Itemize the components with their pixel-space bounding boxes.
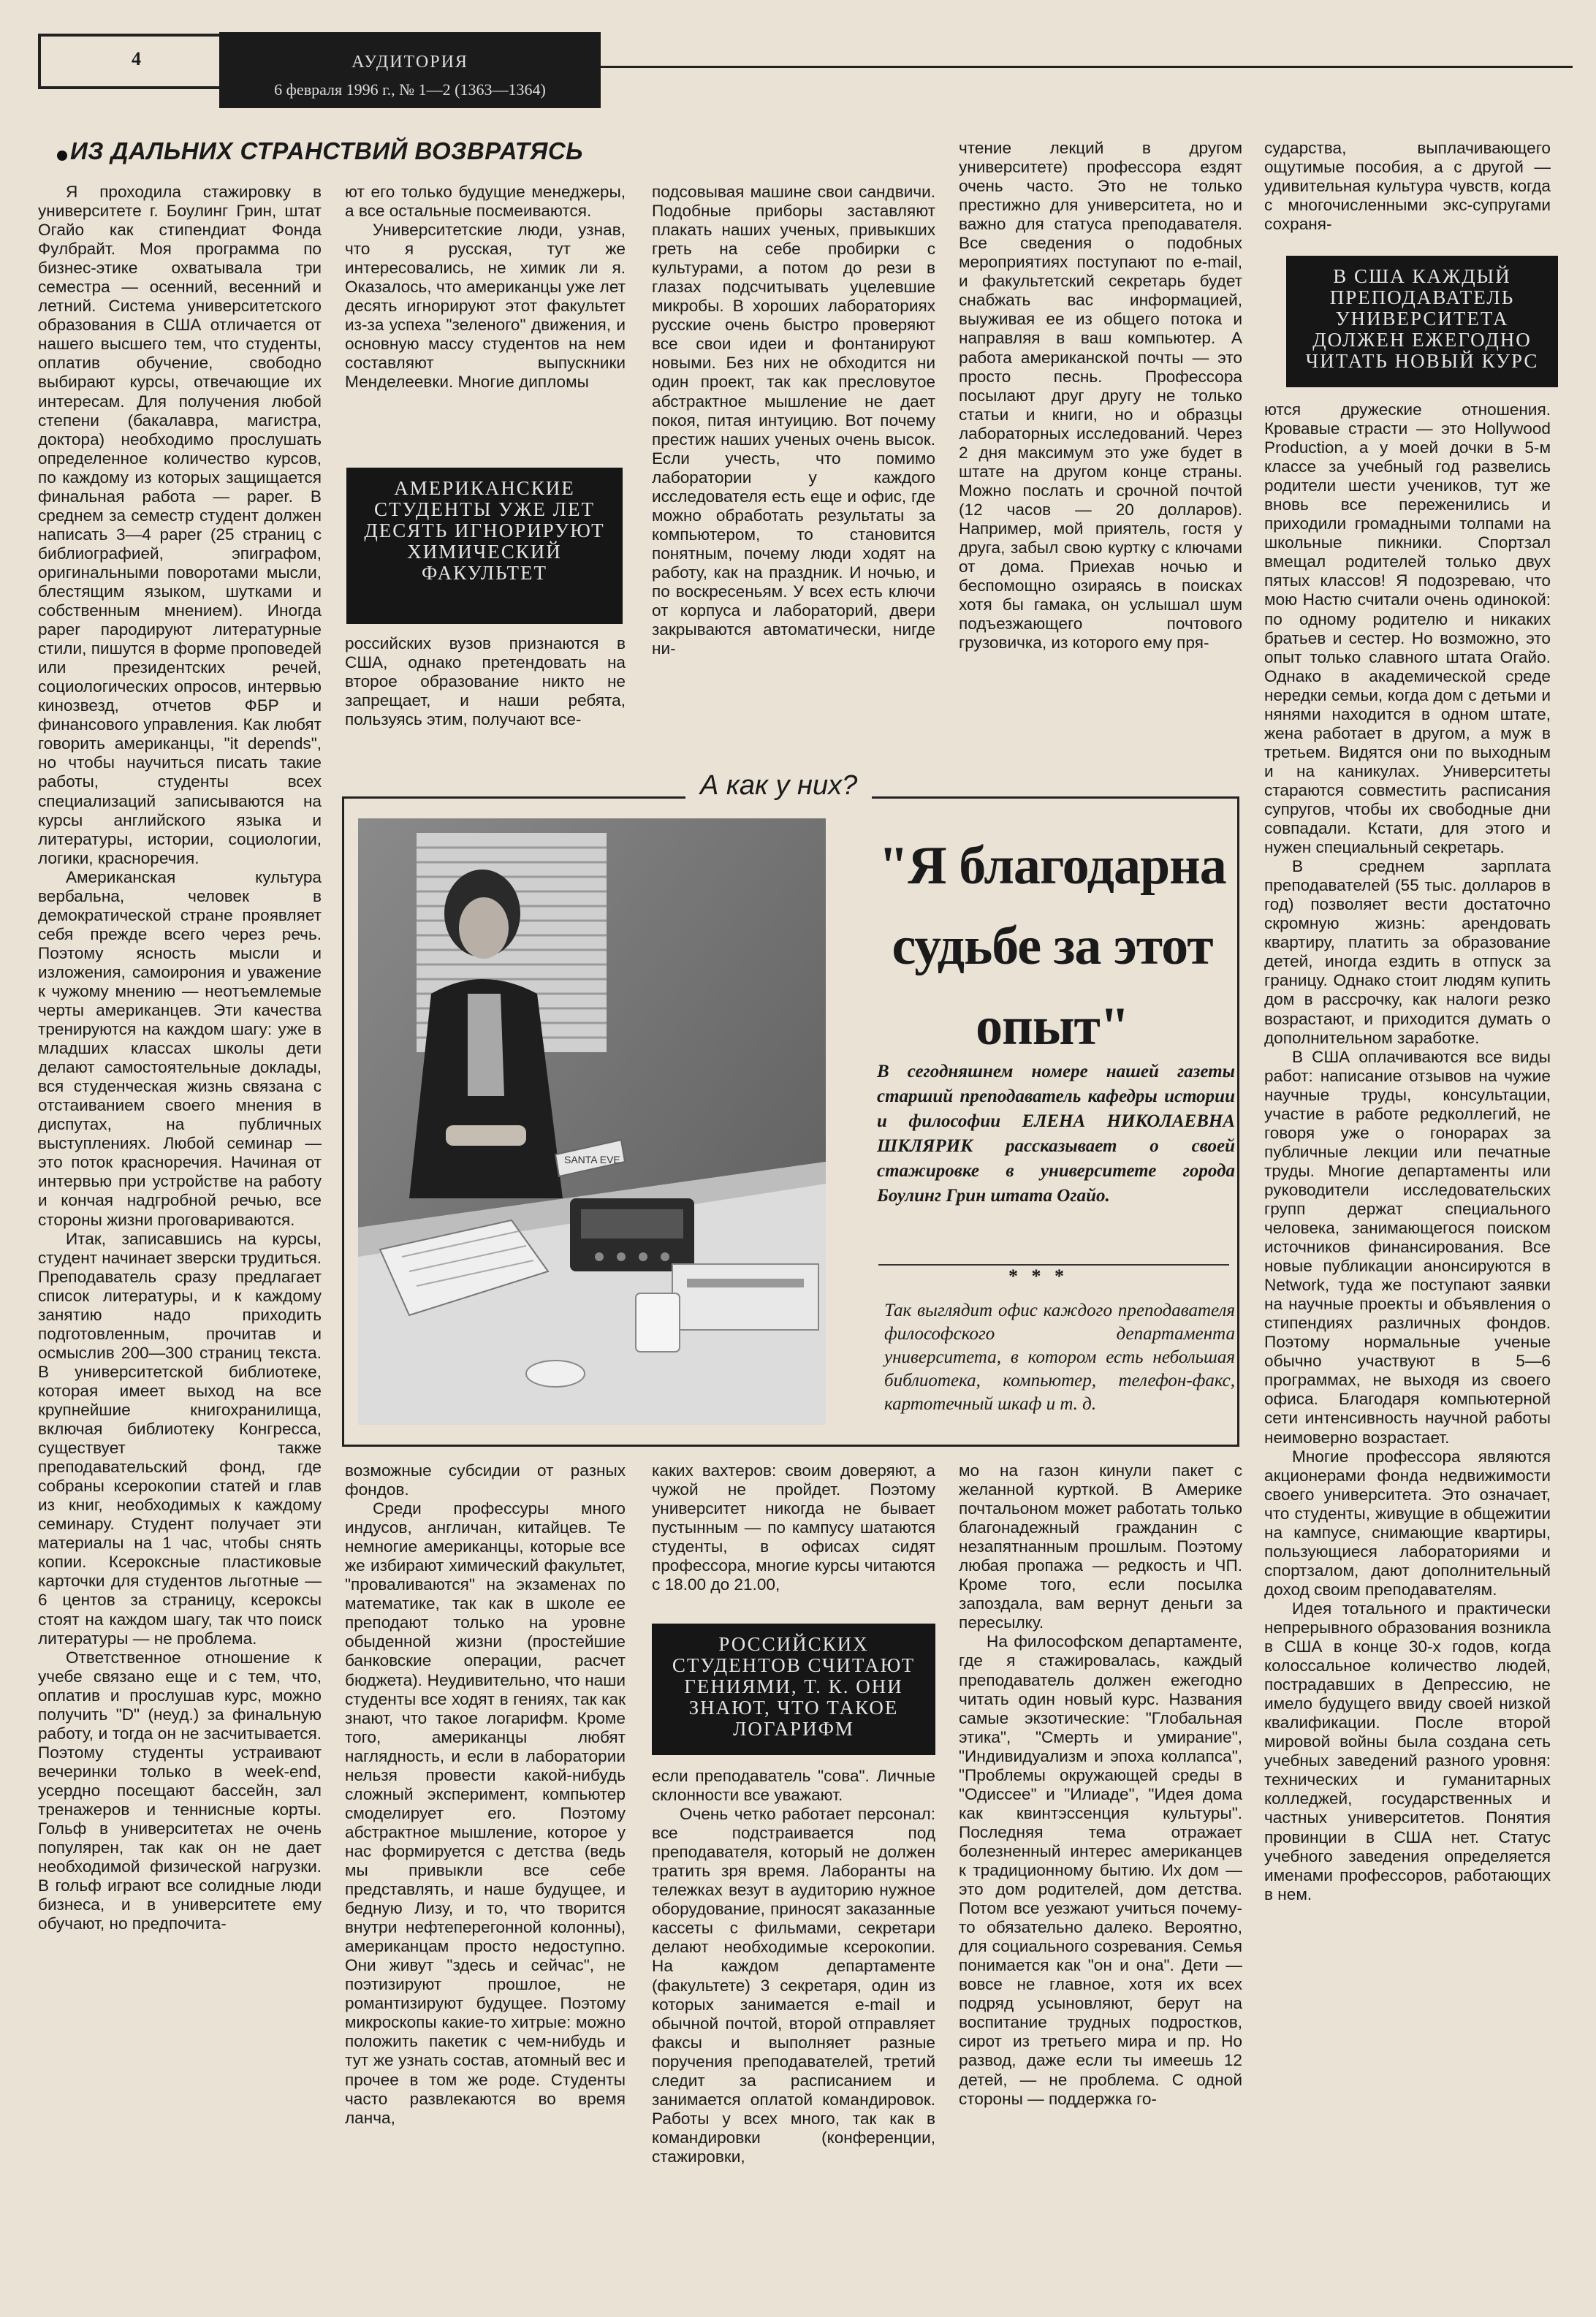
paragraph: Очень четко работает персонал: все подстраивается под преподавателя, который не должен тратить зря время. Лаборанты на тележках везут в аудиторию нужное оборудование, приносят заказанные кассеты с фильмами, секретари делают необходимые ксерокопии. На каждом департаменте (факультете) 3 секретаря, один из которых занимается e-mail и обычной почтой, второй отправляет факсы и выполняет разные поручения преподавателей, третий следит за расписанием и занимается оплатой командировок. Работы у всех много, так как в командировки (конференции, стажировки, [652,1805,935,2166]
issue-line: 6 февраля 1996 г., № 1—2 (1363—1364) [274,80,546,99]
paragraph: подсовывая машине свои сандвичи. Подобные приборы заставляют плакать наших ученых, привыкших греть на себе пробирки с культурами, а потом до рези в глазах подсчитывать уцелевшие микробы. В хороших лабораториях русские очень быстро проверяют все свои идеи и фонтанируют новыми. Без них не обходится ни один проект, так как пресловутое абстрактное мышление не дает покоя, питая интуицию. Вот почему престиж наших ученых очень высок. Если учесть, что помимо лаборатории у каждого исследователя есть еще и офис, где можно обработать результаты за компьютером, то становится понятным, почему люди ходят на работу, как на праздник. И ночью, и по воскресеньям. У всех есть ключи от корпуса и лабораторий, двери закрываются автоматически, нигде ни- [652,183,935,658]
section-title: ИЗ ДАЛЬНИХ СТРАНСТВИЙ ВОЗВРАТЯСЬ [70,137,584,164]
paragraph: российских вузов признаются в США, однако претендовать на второе образование никто не запрещает, и наши ребята, пользуясь этим, получают все- [345,634,626,729]
page-number-box [38,34,221,89]
paper-name: АУДИТОРИЯ [352,53,468,72]
feature-lead: В сегодняшнем номере нашей газеты старший преподаватель кафедры истории и философии ЕЛЕНА НИКОЛАЕВНА ШКЛЯРИК рассказывает о своей стажировке в университете города Боулинг Грин штата Огайо. [877,1062,1235,1206]
pull-quote-logarithm: РОССИЙСКИХ СТУДЕНТОВ СЧИТАЮТ ГЕНИЯМИ, Т. К. ОНИ ЗНАЮТ, ЧТО ТАКОЕ ЛОГАРИФМ [652,1624,935,1755]
fax-phone-icon [570,1198,694,1271]
column-2-top [345,183,626,392]
printer-icon [672,1264,818,1330]
paragraph: Итак, записавшись на курсы, студент начинает зверски трудиться. Преподаватель сразу предлагает список литературы, и к каждому занятию надо приходить подготовленным, прочитав и осмыслив 200—300 страниц текста. В университетской библиотеке, которая имеет выход на все крупнейшие книгохранилища, включая библиотеку Конгресса, существует также преподавательский фонд, где собраны ксерокопии статей и глав из книг, необходимых к каждому семинару. Студент получает эти материалы на 1 час, чтобы снять копии. Ксероксные пластиковые карточки для студентов льготные — 6 центов за страницу, ксероксы стоят на каждом шагу, так что поиск литературы — не проблема. [38,1229,322,1648]
column-1 [38,183,322,1933]
office-photo [358,818,826,1425]
paragraph: Среди профессуры много индусов, англичан, китайцев. Те немногие американцы, которые все же избирают химический факультет, "проваливаются" на экзаменах по математике, так как в школе ее преподают только на уровне обыденной жизни (простейшие банковские операции, расчет бюджета). Неудивительно, что наши студенты все ходят в гениях, так как знают, что такое логарифм. Кроме того, американцы любят наглядность, и если в лаборатории нельзя провести какой-нибудь сложный эксперимент, компьютер смоделирует его. Поэтому абстрактное мышление, которое у нас формируется с детства (ведь мы привыкли все себе представлять, и наше будущее, и бедную Лизу, и то, что творится внутри нефтеперегонной колонны), американцам просто недоступно. Они живут "здесь и сейчас", не поэтизируют прошлое, не романтизируют будущее. Поэтому микроскопы какие-то хитрые: можно положить пакетик с чем-нибудь и тут же узнать состав, атомный вес и прочее в том же роде. Студенты часто развлекаются во время ланча, [345,1499,626,2127]
paragraph: В среднем зарплата преподавателей (55 тыс. долларов в год) позволяет вести достаточно скромную жизнь: арендовать квартиру, платить за образование детей, иногда ездить в отпуск за границу. Однако стоит людям купить дом в рассрочку, как налоги резко возрастают, и приходится думать о дополнительном заработке. [1264,857,1551,1047]
column-4-top [959,139,1242,653]
feature-headline: "Я благодарна судьбе за этот опыт" [878,836,1226,1057]
column-3-bottom [652,1461,935,1594]
column-2-bottom [345,1461,626,2128]
column-5-top [1264,139,1551,234]
masthead [219,32,601,108]
column-3-top [652,183,935,658]
paragraph: возможные субсидии от разных фондов. [345,1461,626,1499]
paragraph: чтение лекций в другом университете) профессора ездят очень часто. Это не только престижно для университета, но и важно для статуса преподавателя. Все сведения о подобных мероприятиях поступают по e-mail, и факультетский секретарь будет снабжать вас информацией, выуживая ее из общего потока и направляя в ваш компьютер. А работа американской почты — это просто песнь. Профессора посылают друг другу не только статьи и книги, но и образцы лабораторных исследований. Через 2 дня максимум это уже будет в штате на другом конце страны. Можно послать и срочной почтой (12 часов — 20 долларов). Например, мой приятель, гостя у друга, забыл свою куртку с ключами от дома. Приехав ночью и беспомощно озираясь в поисках хотя бы гамака, он услышал шум подъезжающего почтового грузовичка, из которого ему пря- [959,139,1242,653]
photo-caption: Так выглядит офис каждого преподавателя философского департамента университета, в котором есть небольшая библиотека, компьютер, телефон-факс, картотечный шкаф и т. д. [884,1301,1235,1414]
paragraph: если преподаватель "сова". Личные склонности все уважают. [652,1767,935,1805]
paragraph: Университетские люди, узнав, что я русская, тут же интересовались, не химик ли я. Оказалось, что американцы уже лет десять игнорируют этот факультет из-за успеха "зеленого" движения, и основную массу студентов на нем составляют выпускники Менделеевки. Многие дипломы [345,221,626,392]
paragraph: каких вахтеров: своим доверяют, а чужой не пройдет. Поэтому университет никогда не бывает пустынным — по кампусу шатаются студенты, в офисах сидят профессора, многие курсы читаются с 18.00 до 21.00, [652,1461,935,1594]
paragraph: ются дружеские отношения. Кровавые страсти — это Hollywood Production, а у моей дочки в 5-м классе за учебный год развелись родители шести учеников, тут же вновь все переженились и приходили громадными толпами на школьные пикники. Спортзал вмещал родителей только двух пятых классов! Я подозреваю, что мою Настю считали очень одинокой: по одному родителю и никаких братьев и сестер. Но возможно, это опыт только славного штата Огайо. Однако в академической среде нередки семьи, когда дом с детьми и нянями находится в одном штате, жена работает в другом, а муж в третьем. Видятся они по выходным и на каникулах. Университеты стараются совместить расписания супругов, чтобы их свободные дни совпадали. Кстати, для этого и нужен специальный секретарь. [1264,400,1551,857]
paragraph: Идея тотального и практически непрерывного образования возникла в США в конце 30-х годов, когда колоссальное количество людей, пострадавших в Депрессию, не имело будущего ввиду своей низкой квалификации. После второй мировой войны была создана сеть учебных заведений разного уровня: технических и гуманитарных колледжей, государственных и частных университетов. Понятия провинции в США нет. Статус учебного заведения определяется именами профессоров, работающих в нем. [1264,1599,1551,1903]
svg-text:SANTA EVE: SANTA EVE [564,1154,620,1165]
paragraph: сударства, выплачивающего ощутимые пособия, а с другой — удивительная культура чувств, когда с многочисленными экс-супругами сохраня- [1264,139,1551,234]
column-4-bottom [959,1461,1242,2109]
column-3-end [652,1767,935,2166]
paragraph: ют его только будущие менеджеры, а все остальные посмеиваются. [345,183,626,221]
paragraph: Я проходила стажировку в университете г. Боулинг Грин, штат Огайо как стипендиат Фонда Фулбрайт. Моя программа по бизнес-этике охватывала три семестра — осенний, весенний и летний. Система университетского образования в США отличается от нашего высшего тем, что студенты, оплатив обучение, свободно выбирают курсы, отвечающие их интересам. Для получения любой степени (бакалавра, магистра, доктора) необходимо прослушать определенное количество курсов, по каждому из которых защищается финальная работа — paper. В среднем за семестр студент должен написать 3—4 paper (25 страниц с библиографией, эпиграфом, оригинальными поворотами мысли, блестящим языком, шутками и собственным мнением). Иногда paper пародируют литературные стили, пишутся в форме проповедей или президентских речей, социологических опросов, интервью кинозвезд, отчетов ФБР и финансового управления. Как любят говорить американцы, "it depends", но чтобы научиться писать такие работы, студенты всех специализаций записываются на курсы английского языка и литературы, истории, социологии, логики, красноречия. [38,183,322,867]
paragraph: Американская культура вербальна, человек в демократической стране проявляет себя прежде всего через речь. Поэтому ясность мысли и изложения, самоирония и уважение к чужому мнению — неотъемлемые черты американцев. Эти качества тренируются на каждом шагу: уже в младших классах школы дети делают самостоятельные доклады, вся студенческая жизнь связана с отстаиванием своего мнения в диспутах, на публичных выступлениях. Любой семинар — это поток красноречия. Начиная от интервью при устройстве на работу и кончая надгробной речью, все стороны жизни проговариваются. [38,867,322,1229]
paragraph: мо на газон кинули пакет с желанной курткой. В Америке почтальоном может работать только благонадежный гражданин с незапятнанным прошлым. Поэтому любая пропажа — редкость и ЧП. Кроме того, если посылка запоздала, вам вернут деньги за пересылку. [959,1461,1242,1632]
feature-kicker: А как у них? [685,770,872,802]
page-number: 4 [132,48,141,69]
header-rule [601,66,1573,68]
column-5-body [1264,400,1551,1904]
paragraph: Многие профессора являются акционерами фонда недвижимости своего университета. Это означает, что студенты, живущие в общежитии на кампусе, снимающие квартиры, пользующиеся лабораториями и спортзалом, дают дополнительный доход своим преподавателям. [1264,1447,1551,1599]
pull-quote-chemistry: АМЕРИКАНСКИЕ СТУДЕНТЫ УЖЕ ЛЕТ ДЕСЯТЬ ИГНОРИРУЮТ ХИМИЧЕСКИЙ ФАКУЛЬТЕТ [346,468,623,624]
section-break: * * * [1008,1266,1068,1287]
paragraph: Ответственное отношение к учебе связано еще и с тем, что, оплатив и прослушав курс, можно получить "D" (неуд.) за финальную работу, и тогда он не засчитывается. Поэтому студенты устраивают вечеринки только в week-end, усердно посещают бассейн, зал тренажеров и теннисные корты. Гольф в университетах не очень популярен, так как он не дает необходимой физической нагрузки. В гольф играют все солидные люди бизнеса, и в университете ему обучают, но предпочита- [38,1648,322,1933]
pull-quote-new-course: В США КАЖДЫЙ ПРЕПОДАВАТЕЛЬ УНИВЕРСИТЕТА ДОЛЖЕН ЕЖЕГОДНО ЧИТАТЬ НОВЫЙ КУРС [1286,256,1558,387]
paragraph: На философском департаменте, где я стажировалась, каждый преподаватель должен ежегодно читать один новый курс. Названия самые экзотические: "Глобальная этика", "Смерть и умирание", "Индивидуализм и эпоха коллапса", "Проблемы окружающей среды в "Одиссее" и "Илиаде", "Идея дома как квинтэссенция культуры". Последняя тема отражает болезненный интерес американцев к традиционному бытию. Их дом — это дом родителей, дом детства. Потом все уезжают учиться почему-то обязательно далеко. Вероятно, для социального созревания. Семья понимается как "он и она". Дети — вовсе не главное, хотя их всех подряд усыновляют, берут на воспитание трудных подростков, сирот из третьего мира и пр. Но развод, даже если ты имеешь 12 детей, — не проблема. С одной стороны — поддержка го- [959,1632,1242,2108]
paragraph: В США оплачиваются все виды работ: написание отзывов на чужие научные труды, консультации, участие в работе редколлегий, не говоря уже о гонорарах за публичные лекции или печатные труды. Многие департаменты или руководители исследовательских групп держат специального человека, занимающегося поиском источников финансирования. Все новые публикации анонсируются в Network, туда же поступают заявки на научные проекты и объявления о стипендиях различных фондов. Поэтому нормальные ученые обычно участвуют в 5—6 программах, не выходя из своего офиса. Благодаря компьютерной сети интенсивность научной работы неимоверно возрастает. [1264,1047,1551,1447]
column-2-mid [345,634,626,729]
section-bullet-icon [57,151,67,161]
